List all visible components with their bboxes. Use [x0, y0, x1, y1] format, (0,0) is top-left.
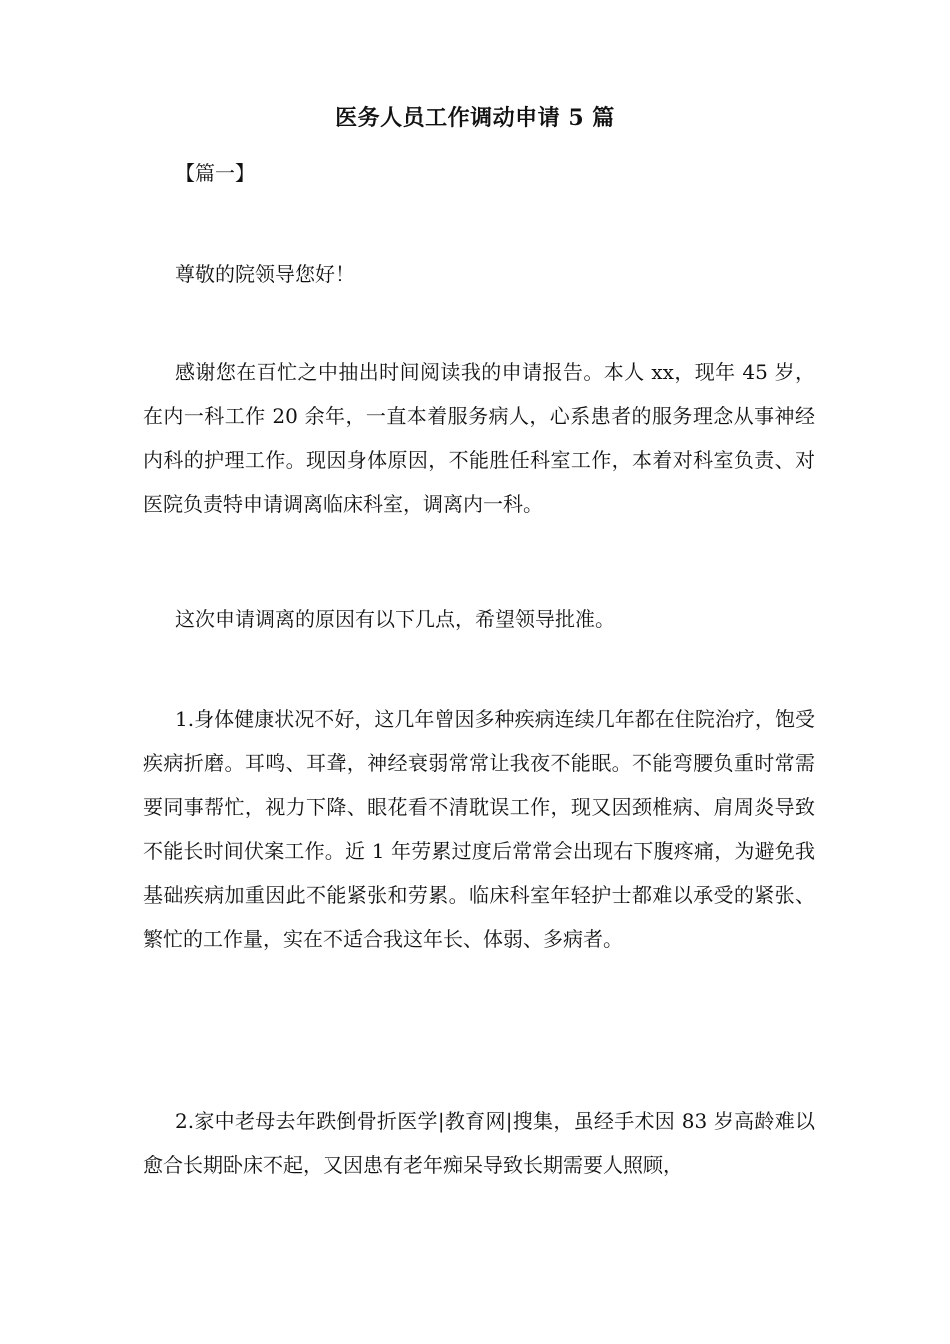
paragraph-introduction: 感谢您在百忙之中抽出时间阅读我的申请报告。本人 xx，现年 45 岁，在内一科工作 20 余年，一直本着服务病人，心系患者的服务理念从事神经内科的护理工作。现因身体原因，不能胜任科室工作，本着对科室负责、对医院负责特申请调离临床科室，调离内一科。 — [143, 360, 815, 516]
document-title: 医务人员工作调动申请 5 篇 — [335, 105, 615, 131]
paragraph-reason-2: 2.家中老母去年跌倒骨折医学|教育网|搜集，虽经手术因 83 岁高龄难以愈合长期卧床不起，又因患有老年痴呆导致长期需要人照顾， — [143, 1109, 815, 1177]
paragraph-greeting: 尊敬的院领导您好！ — [175, 262, 355, 286]
section-label: 【篇一】 — [175, 161, 255, 185]
paragraph-reason-1: 1.身体健康状况不好，这几年曾因多种疾病连续几年都在住院治疗，饱受疾病折磨。耳鸣、耳聋，神经衰弱常常让我夜不能眠。不能弯腰负重时常需要同事帮忙，视力下降、眼花看不清耽误工作，现又因颈椎病、肩周炎导致不能长时间伏案工作。近 1 年劳累过度后常常会出现右下腹疼痛，为避免我基础疾病加重因此不能紧张和劳累。临床科室年轻护士都难以承受的紧张、繁忙的工作量，实在不适合我这年长、体弱、多病者。 — [143, 707, 815, 951]
paragraph-reasons-intro: 这次申请调离的原因有以下几点，希望领导批准。 — [175, 607, 615, 631]
